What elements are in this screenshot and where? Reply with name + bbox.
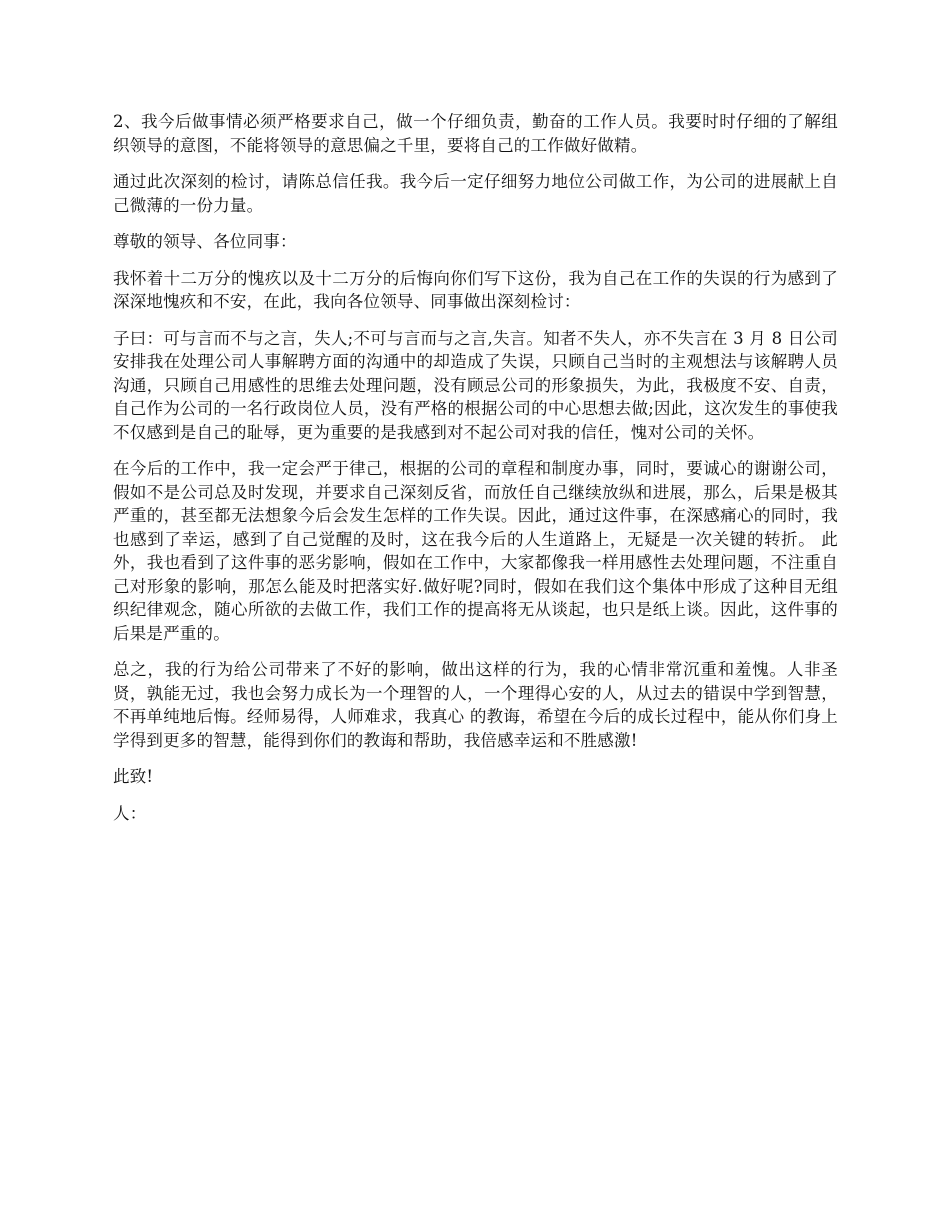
salutation: 尊敬的领导、各位同事： xyxy=(113,232,297,251)
paragraph-trust-request: 通过此次深刻的检讨，请陈总信任我。我今后一定仔细努力地位公司做工作，为公司的进展献上自己微薄的一份力量。 xyxy=(113,172,838,215)
paragraph-conclusion: 总之，我的行为给公司带来了不好的影响，做出这样的行为，我的心情非常沉重和羞愧。人非圣贤，孰能无过，我也会努力成长为一个理智的人，一个理得心安的人，从过去的错误中学到智慧，不再单纯地后悔。经师易得，人师难求，我真心 的教诲，希望在今后的成长过程中，能从你们身上学得到更多的智慧，能得到你们的教诲和帮助，我倍感幸运和不胜感激! xyxy=(113,660,838,750)
paragraph-incident: 子曰：可与言而不与之言，失人;不可与言而与之言,失言。知者不失人，亦不失言在 3 月 8 日公司安排我在处理公司人事解聘方面的沟通中的却造成了失误，只顾自己当时的主观想法与该解聘人员沟通，只顾自己用感性的思维去处理问题，没有顾忌公司的形象损失，为此，我极度不安、自责，自己作为公司的一名行政岗位人员，没有严格的根据公司的中心思想去做;因此，这次发生的事使我不仅感到是自己的耻辱，更为重要的是我感到对不起公司对我的信任，愧对公司的关怀。 xyxy=(113,328,838,442)
paragraph-apology-intro: 我怀着十二万分的愧疚以及十二万分的后悔向你们写下这份，我为自己在工作的失误的行为感到了深深地愧疚和不安，在此，我向各位领导、同事做出深刻检讨： xyxy=(113,268,838,311)
paragraph-commitment: 2、我今后做事情必须严格要求自己，做一个仔细负责，勤奋的工作人员。我要时时仔细的了解组织领导的意图，不能将领导的意思偏之千里，要将自己的工作做好做精。 xyxy=(113,112,838,155)
closing-regards: 此致! xyxy=(113,767,154,786)
signature-label: 人： xyxy=(113,803,147,823)
paragraph-reflection: 在今后的工作中，我一定会严于律己，根据的公司的章程和制度办事，同时，要诚心的谢谢公司，假如不是公司总及时发现，并要求自己深刻反省，而放任自己继续放纵和进展，那么，后果是极其严重的，甚至都无法想象今后会发生怎样的工作失误。因此，通过这件事，在深感痛心的同时，我也感到了幸运，感到了自己觉醒的及时，这在我今后的人生道路上，无疑是一次关键的转折。 此外，我也看到了这件事的恶劣影响，假如在工作中，大家都像我一样用感性去处理问题，不注重自己对形象的影响，那怎么能及时把落实好.做好呢?同时，假如在我们这个集体中形成了这种目无组织纪律观念，随心所欲的去做工作，我们工作的提高将无从谈起，也只是纸上谈。因此，这件事的后果是严重的。 xyxy=(113,459,838,643)
